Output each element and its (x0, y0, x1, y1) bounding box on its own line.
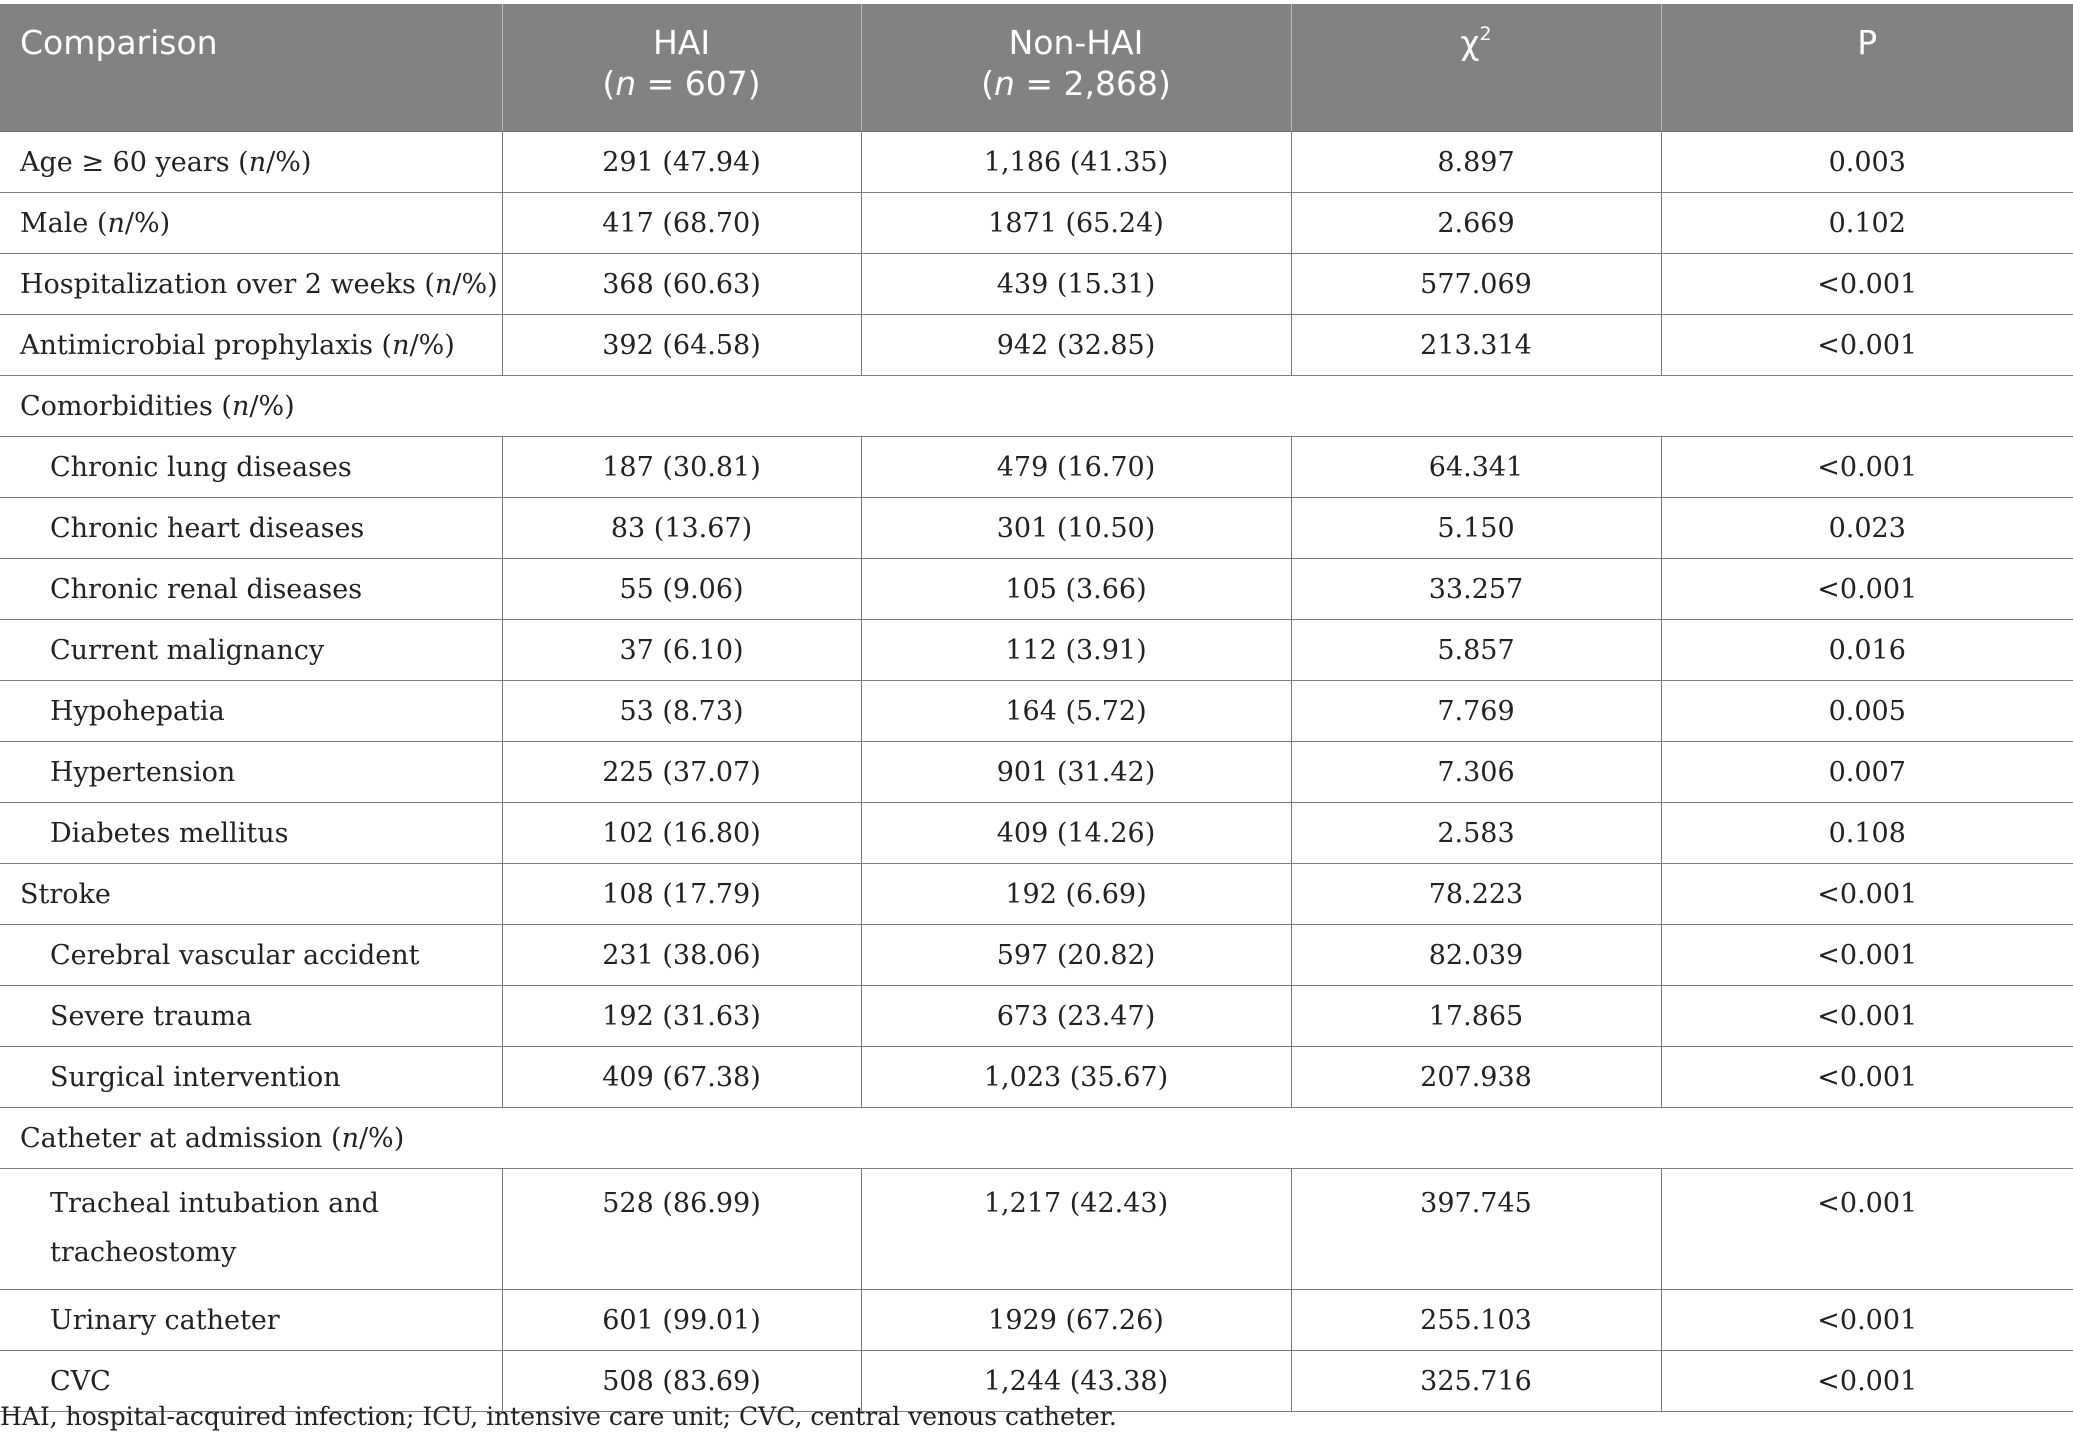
row-label-suffix: /%) (124, 207, 171, 239)
cell-chi-square: 82.039 (1291, 925, 1661, 986)
header-chi-superscript: 2 (1479, 23, 1492, 45)
row-label (0, 315, 502, 376)
row-label-unit: n (392, 329, 410, 361)
header-row (0, 4, 2073, 132)
table-row (0, 1290, 2073, 1351)
row-label: Current malignancy (0, 620, 502, 681)
cell-non-hai: 1,023 (35.67) (861, 1047, 1291, 1108)
cell-non-hai: 901 (31.42) (861, 742, 1291, 803)
table-footnote: HAI, hospital-acquired infection; ICU, intensive care unit; CVC, central venous catheter. (0, 1402, 1117, 1431)
row-label: Severe trauma (0, 986, 502, 1047)
section-label (0, 376, 2073, 437)
cell-non-hai: 192 (6.69) (861, 864, 1291, 925)
header-chi-symbol: χ (1460, 23, 1480, 62)
header-hai-n: (n = 607) (602, 64, 761, 103)
row-label-line-1: Tracheal intubation and (50, 1188, 379, 1219)
cell-non-hai: 597 (20.82) (861, 925, 1291, 986)
header-non-hai-n-value: = 2,868) (1014, 64, 1171, 103)
row-label-unit: n (248, 146, 267, 178)
section-label-unit: n (231, 390, 250, 422)
table-row (0, 254, 2073, 315)
table-row (0, 986, 2073, 1047)
header-non-hai-n: (n = 2,868) (981, 64, 1171, 103)
cell-p-value: <0.001 (1661, 986, 2073, 1047)
results-table (0, 4, 2073, 1412)
cell-hai: 528 (86.99) (502, 1169, 861, 1290)
cell-hai: 508 (83.69) (502, 1351, 861, 1412)
row-label (0, 193, 502, 254)
table-row (0, 925, 2073, 986)
header-hai (502, 4, 861, 132)
section-label-text: Comorbidities ( (20, 390, 232, 422)
table-row (0, 315, 2073, 376)
cell-chi-square: 255.103 (1291, 1290, 1661, 1351)
header-non-hai (861, 4, 1291, 132)
cell-hai: 409 (67.38) (502, 1047, 861, 1108)
cell-p-value: <0.001 (1661, 1169, 2073, 1290)
cell-chi-square: 17.865 (1291, 986, 1661, 1047)
cell-non-hai: 439 (15.31) (861, 254, 1291, 315)
row-label: CVC (0, 1351, 502, 1412)
row-label-text: Age ≥ 60 years ( (20, 146, 249, 178)
cell-p-value: <0.001 (1661, 437, 2073, 498)
header-hai-n-symbol: n (615, 64, 637, 103)
cell-hai: 192 (31.63) (502, 986, 861, 1047)
cell-chi-square: 78.223 (1291, 864, 1661, 925)
cell-p-value: 0.007 (1661, 742, 2073, 803)
section-label-suffix: /%) (249, 390, 295, 422)
cell-hai: 83 (13.67) (502, 498, 861, 559)
table-row (0, 620, 2073, 681)
row-label-text: Antimicrobial prophylaxis ( (20, 329, 393, 361)
cell-non-hai: 942 (32.85) (861, 315, 1291, 376)
header-hai-n-value: = 607) (636, 64, 761, 103)
header-chi-square (1291, 4, 1661, 132)
row-label: Chronic renal diseases (0, 559, 502, 620)
table-row (0, 1047, 2073, 1108)
cell-non-hai: 673 (23.47) (861, 986, 1291, 1047)
row-label: Chronic lung diseases (0, 437, 502, 498)
header-p-value: P (1661, 4, 2073, 132)
cell-chi-square: 8.897 (1291, 132, 1661, 193)
cell-non-hai: 1,244 (43.38) (861, 1351, 1291, 1412)
row-label: Diabetes mellitus (0, 803, 502, 864)
cell-p-value: 0.023 (1661, 498, 2073, 559)
header-hai-label: HAI (652, 23, 711, 62)
cell-chi-square: 2.583 (1291, 803, 1661, 864)
table-row (0, 498, 2073, 559)
row-label-unit: n (434, 268, 453, 300)
table-header (0, 4, 2073, 132)
table-row (0, 742, 2073, 803)
cell-p-value: <0.001 (1661, 315, 2073, 376)
cell-chi-square: 33.257 (1291, 559, 1661, 620)
table-row (0, 864, 2073, 925)
row-label-suffix: /%) (452, 268, 498, 300)
cell-p-value: <0.001 (1661, 1047, 2073, 1108)
cell-non-hai: 301 (10.50) (861, 498, 1291, 559)
cell-hai: 368 (60.63) (502, 254, 861, 315)
table-row (0, 132, 2073, 193)
table-row (0, 681, 2073, 742)
row-label (0, 132, 502, 193)
cell-non-hai: 1,217 (42.43) (861, 1169, 1291, 1290)
cell-hai: 55 (9.06) (502, 559, 861, 620)
cell-non-hai: 409 (14.26) (861, 803, 1291, 864)
cell-non-hai: 479 (16.70) (861, 437, 1291, 498)
cell-non-hai: 164 (5.72) (861, 681, 1291, 742)
header-non-hai-label: Non-HAI (1008, 23, 1144, 62)
cell-chi-square: 207.938 (1291, 1047, 1661, 1108)
cell-chi-square: 5.150 (1291, 498, 1661, 559)
table-row (0, 437, 2073, 498)
cell-p-value: <0.001 (1661, 254, 2073, 315)
cell-non-hai: 1871 (65.24) (861, 193, 1291, 254)
section-row-comorbidities (0, 376, 2073, 437)
cell-hai: 187 (30.81) (502, 437, 861, 498)
table-row (0, 803, 2073, 864)
cell-p-value: 0.108 (1661, 803, 2073, 864)
row-label-suffix: /%) (266, 146, 312, 178)
row-label: Stroke (0, 864, 502, 925)
cell-hai: 601 (99.01) (502, 1290, 861, 1351)
cell-hai: 231 (38.06) (502, 925, 861, 986)
header-comparison: Comparison (0, 4, 502, 132)
cell-hai: 37 (6.10) (502, 620, 861, 681)
row-label-text: Hospitalization over 2 weeks ( (20, 268, 435, 300)
cell-p-value: 0.005 (1661, 681, 2073, 742)
row-label: Hypohepatia (0, 681, 502, 742)
cell-p-value: <0.001 (1661, 864, 2073, 925)
cell-p-value: 0.016 (1661, 620, 2073, 681)
row-label: Urinary catheter (0, 1290, 502, 1351)
cell-hai: 417 (68.70) (502, 193, 861, 254)
cell-chi-square: 577.069 (1291, 254, 1661, 315)
row-label: Hypertension (0, 742, 502, 803)
cell-chi-square: 7.769 (1291, 681, 1661, 742)
row-label (0, 254, 502, 315)
table-body (0, 132, 2073, 1412)
cell-p-value: <0.001 (1661, 1290, 2073, 1351)
section-label (0, 1108, 2073, 1169)
header-non-hai-n-symbol: n (993, 64, 1015, 103)
cell-p-value: <0.001 (1661, 1351, 2073, 1412)
cell-non-hai: 1,186 (41.35) (861, 132, 1291, 193)
row-label-unit: n (107, 207, 125, 239)
cell-chi-square: 325.716 (1291, 1351, 1661, 1412)
row-label: Surgical intervention (0, 1047, 502, 1108)
cell-p-value: <0.001 (1661, 559, 2073, 620)
cell-non-hai: 105 (3.66) (861, 559, 1291, 620)
cell-p-value: 0.003 (1661, 132, 2073, 193)
row-label: Cerebral vascular accident (0, 925, 502, 986)
cell-non-hai: 112 (3.91) (861, 620, 1291, 681)
row-label-suffix: /%) (409, 329, 455, 361)
cell-non-hai: 1929 (67.26) (861, 1290, 1291, 1351)
cell-chi-square: 64.341 (1291, 437, 1661, 498)
row-label-line-2: tracheostomy (50, 1237, 237, 1268)
cell-p-value: 0.102 (1661, 193, 2073, 254)
cell-chi-square: 2.669 (1291, 193, 1661, 254)
section-label-text: Catheter at admission ( (20, 1122, 342, 1154)
cell-chi-square: 397.745 (1291, 1169, 1661, 1290)
section-row-catheter (0, 1108, 2073, 1169)
cell-chi-square: 213.314 (1291, 315, 1661, 376)
cell-hai: 291 (47.94) (502, 132, 861, 193)
row-label (0, 1169, 502, 1290)
table-row (0, 193, 2073, 254)
table-row (0, 1169, 2073, 1290)
cell-hai: 392 (64.58) (502, 315, 861, 376)
row-label-text: Male ( (20, 207, 108, 239)
cell-p-value: <0.001 (1661, 925, 2073, 986)
cell-hai: 225 (37.07) (502, 742, 861, 803)
section-label-suffix: /%) (358, 1122, 405, 1154)
cell-hai: 102 (16.80) (502, 803, 861, 864)
row-label: Chronic heart diseases (0, 498, 502, 559)
table-row (0, 559, 2073, 620)
cell-hai: 108 (17.79) (502, 864, 861, 925)
section-label-unit: n (341, 1122, 359, 1154)
cell-chi-square: 5.857 (1291, 620, 1661, 681)
cell-hai: 53 (8.73) (502, 681, 861, 742)
cell-chi-square: 7.306 (1291, 742, 1661, 803)
